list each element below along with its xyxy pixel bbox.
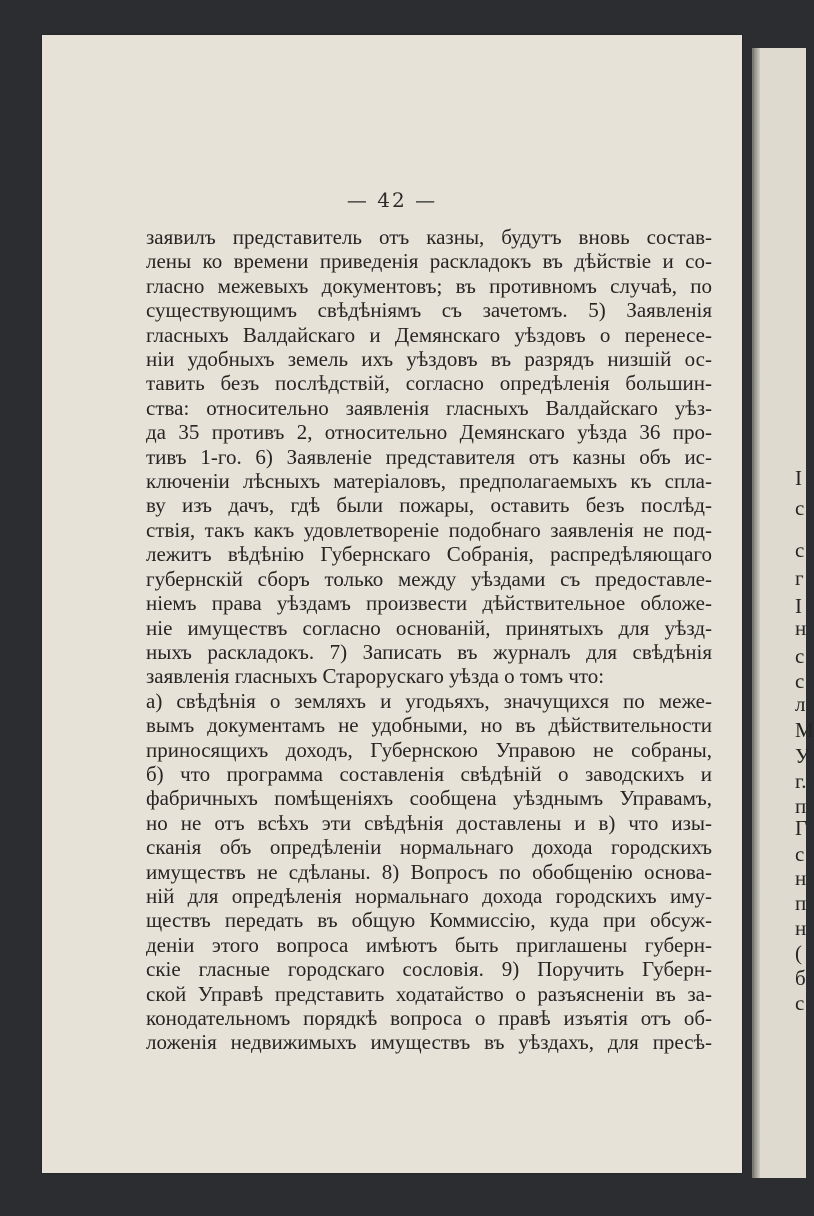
adjacent-page-letter: I (795, 594, 802, 618)
text-line: гласно межевыхъ документовъ; въ противномъ случаѣ, по (146, 273, 712, 298)
page-number: — 42 — (346, 188, 438, 212)
text-line: сканія объ опредѣленіи нормальнаго дохода городскихъ (146, 835, 712, 860)
text-line: ствія, такъ какъ удовлетвореніе подобнаго заявленія не под- (146, 517, 712, 542)
adjacent-page-letter: с (795, 842, 805, 866)
adjacent-page-letter: с (795, 538, 805, 562)
adjacent-page-letter: г (795, 566, 804, 590)
adjacent-page-letter: У (795, 744, 810, 768)
text-line: б) что программа составленія свѣдѣній о заводскихъ и (146, 761, 712, 786)
text-line: ской Управѣ представить ходатайство о разъясненіи въ за- (146, 981, 712, 1006)
adjacent-page-letter: с (795, 991, 805, 1015)
text-line: вымъ документамъ не удобными, но въ дѣйствительности (146, 713, 712, 738)
text-line: гласныхъ Валдайскаго и Демянскаго уѣздовъ о перенесе- (146, 322, 712, 347)
adjacent-page-letter: с (795, 644, 805, 668)
adjacent-page-letter: п (795, 891, 807, 915)
text-line: имуществъ не сдѣланы. 8) Вопросъ по обобщенію основа- (146, 859, 712, 884)
text-line: заявилъ представитель отъ казны, будутъ вновь состав- (146, 225, 712, 249)
text-line: ніе имуществъ согласно основаній, принятыхъ для уѣзд- (146, 615, 712, 640)
body-text (146, 225, 712, 1055)
text-line: лежитъ вѣдѣнію Губернскаго Собранія, распредѣляющаго (146, 542, 712, 567)
adjacent-page-letter: Г (795, 816, 808, 840)
text-line: фабричныхъ помѣщеніяхъ сообщена уѣзднымъ Управамъ, (146, 786, 712, 811)
text-line: ныхъ раскладокъ. 7) Записать въ журналъ для свѣдѣнія (146, 639, 712, 664)
adjacent-page-letter: н (795, 866, 807, 890)
text-line: деніи этого вопроса имѣютъ быть приглашены губерн- (146, 932, 712, 957)
adjacent-page-letter: М (795, 718, 814, 742)
adjacent-page-letter: ( (795, 941, 802, 965)
text-line: тавить безъ послѣдствій, согласно опредѣленія большин- (146, 371, 712, 396)
text-line: заявленія гласныхъ Старорускаго уѣзда о томъ что: (146, 664, 605, 689)
adjacent-page-letter: л (795, 692, 806, 716)
text-line: лены ко времени приведенія раскладокъ въ дѣйствіе и со- (146, 249, 712, 274)
adjacent-page-letter: с (795, 496, 805, 520)
adjacent-page-letter: п (795, 794, 807, 818)
text-line: ніемъ права уѣздамъ произвести дѣйствительное обложе- (146, 591, 712, 616)
book-page (42, 35, 742, 1173)
text-line: ложенія недвижимыхъ имуществъ въ уѣздахъ, для пресѣ- (146, 1030, 712, 1055)
text-line: ній для опредѣленія нормальнаго дохода городскихъ иму- (146, 883, 712, 908)
text-line: но не отъ всѣхъ эти свѣдѣнія доставлены и в) что изы- (146, 810, 712, 835)
text-line: тивъ 1-го. 6) Заявленіе представителя отъ казны объ ис- (146, 444, 712, 469)
text-line: скіе гласные городскаго сословія. 9) Поручить Губерн- (146, 957, 712, 982)
text-line: ства: относительно заявленія гласныхъ Валдайскаго уѣз- (146, 395, 712, 420)
text-line: ву изъ дачъ, гдѣ были пожары, оставить безъ послѣд- (146, 493, 712, 518)
text-line: приносящихъ доходъ, Губернскою Управою не собраны, (146, 737, 712, 762)
text-line: а) свѣдѣнія о земляхъ и угодьяхъ, значущихся по меже- (146, 688, 712, 713)
text-line: ніи удобныхъ земель ихъ уѣздовъ въ разрядъ низшій ос- (146, 347, 712, 372)
adjacent-page-letter: н (795, 616, 807, 640)
adjacent-page-letter: с (795, 669, 805, 693)
adjacent-page-letter: г. (795, 769, 807, 793)
text-line: ключеніи лѣсныхъ матеріаловъ, предполагаемыхъ къ спла- (146, 469, 712, 494)
page-gutter-shadow (754, 48, 760, 1178)
text-line: конодательномъ порядкѣ вопроса о правѣ изъятія отъ об- (146, 1006, 712, 1030)
text-line: да 35 противъ 2, относительно Демянскаго уѣзда 36 про- (146, 420, 712, 445)
adjacent-page-letter: I (795, 466, 802, 490)
text-line: губернскій сборъ только между уѣздами съ предоставле- (146, 566, 712, 591)
adjacent-page-letter: н (795, 916, 807, 940)
text-line: ществъ передать въ общую Коммиссію, куда при обсуж- (146, 908, 712, 933)
text-line: существующимъ свѣдѣніямъ съ зачетомъ. 5) Заявленія (146, 298, 712, 323)
adjacent-page-letter: б (795, 966, 806, 990)
